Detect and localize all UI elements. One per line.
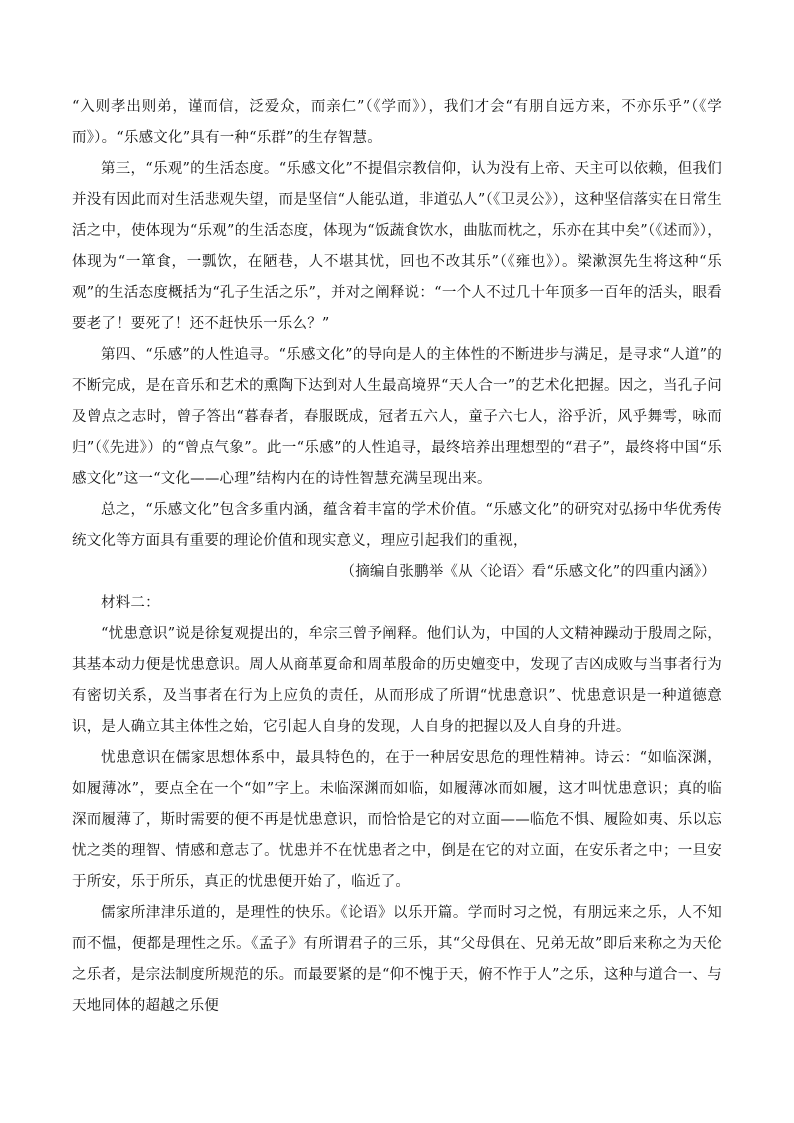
paragraph-2: 第三，“乐观”的生活态度。“乐感文化”不提倡宗教信仰，认为没有上帝、天主可以依赖，但我们并没有因此而对生活悲观失望，而是坚信“人能弘道，非道弘人”（《卫灵公》），这种坚信落实在日常生活之中，使体现为“乐观”的生活态度，体现为“饭蔬食饮水，曲肱而枕之，乐亦在其中矣”（《述而》），体现为“一箪食，一瓢饮，在陋巷，人不堪其忧，回也不改其乐”（《雍也》）。梁漱溟先生将这种“乐观”的生活态度概括为“孔子生活之乐”，并对之阐释说：“一个人不过几十年顶多一百年的活头，眼看要老了！要死了！还不赶快乐一乐么？” (72, 161, 722, 332)
paragraph-6: 忧患意识在儒家思想体系中，最具特色的，在于一种居安思危的理性精神。诗云：“如临深渊，如履薄冰”，要点全在一个“如”字上。未临深渊而如临，如履薄冰而如履，这才叫忧患意识；真的临深而履薄了，斯时需要的便不再是忧患意识，而恰恰是它的对立面——临危不惧、履险如夷、乐以忘忧之类的理智、情感和意志了。忧患并不在忧患者之中，倒是在它的对立面，在安乐者之中；一旦安于所安，乐于所乐，真正的忧患便开始了，临近了。 (72, 750, 722, 890)
paragraph-7: 儒家所津津乐道的，是理性的快乐。《论语》以乐开篇。学而时习之悦，有朋远来之乐，人不知而不愠，便都是理性之乐。《孟子》有所谓君子的三乐，其“父母俱在、兄弟无故”即后来称之为天伦之乐者，是宗法制度所规范的乐。而最要紧的是“仰不愧于天，俯不怍于人”之乐，这种与道合一、与天地同体的超越之乐便 (72, 905, 722, 1014)
paragraph-4: 总之，“乐感文化”包含多重内涵，蕴含着丰富的学术价值。“乐感文化”的研究对弘扬中华优秀传统文化等方面具有重要的理论价值和现实意义，理应引起我们的重视， (72, 502, 722, 549)
source-citation: （摘编自张鹏举《从〈论语〉看“乐感文化”的四重内涵》） (340, 564, 716, 580)
material-label: 材料二： (101, 595, 160, 611)
paragraph-1: “入则孝出则弟，谨而信，泛爱众，而亲仁”（《学而》），我们才会“有朋自远方来，不亦乐乎”（《学而》）。“乐感文化”具有一种“乐群”的生存智慧。 (72, 99, 722, 146)
paragraph-3: 第四、“乐感”的人性追寻。“乐感文化”的导向是人的主体性的不断进步与满足，是寻求“人道”的不断完成，是在音乐和艺术的熏陶下达到对人生最高境界“天人合一”的艺术化把握。因之，当孔子问及曾点之志时，曾子答出“暮春者，春服既成，冠者五六人，童子六七人，浴乎沂，风乎舞雩，咏而归”（《先进》）的“曾点气象”。此一“乐感”的人性追寻，最终培养出理想型的“君子”，最终将中国“乐感文化”这一“文化——心理”结构内在的诗性智慧充满呈现出来。 (72, 347, 722, 487)
paragraph-5: “忧患意识”说是徐复观提出的，牟宗三曾予阐释。他们认为，中国的人文精神躁动于殷周之际，其基本动力便是忧患意识。周人从商革夏命和周革殷命的历史嬗变中，发现了吉凶成败与当事者行为有密切关系，及当事者在行为上应负的责任，从而形成了所谓“忧患意识”、忧患意识是一种道德意识，是人确立其主体性之始，它引起人自身的发现，人自身的把握以及人自身的升进。 (72, 626, 722, 735)
document-body (72, 92, 722, 1022)
